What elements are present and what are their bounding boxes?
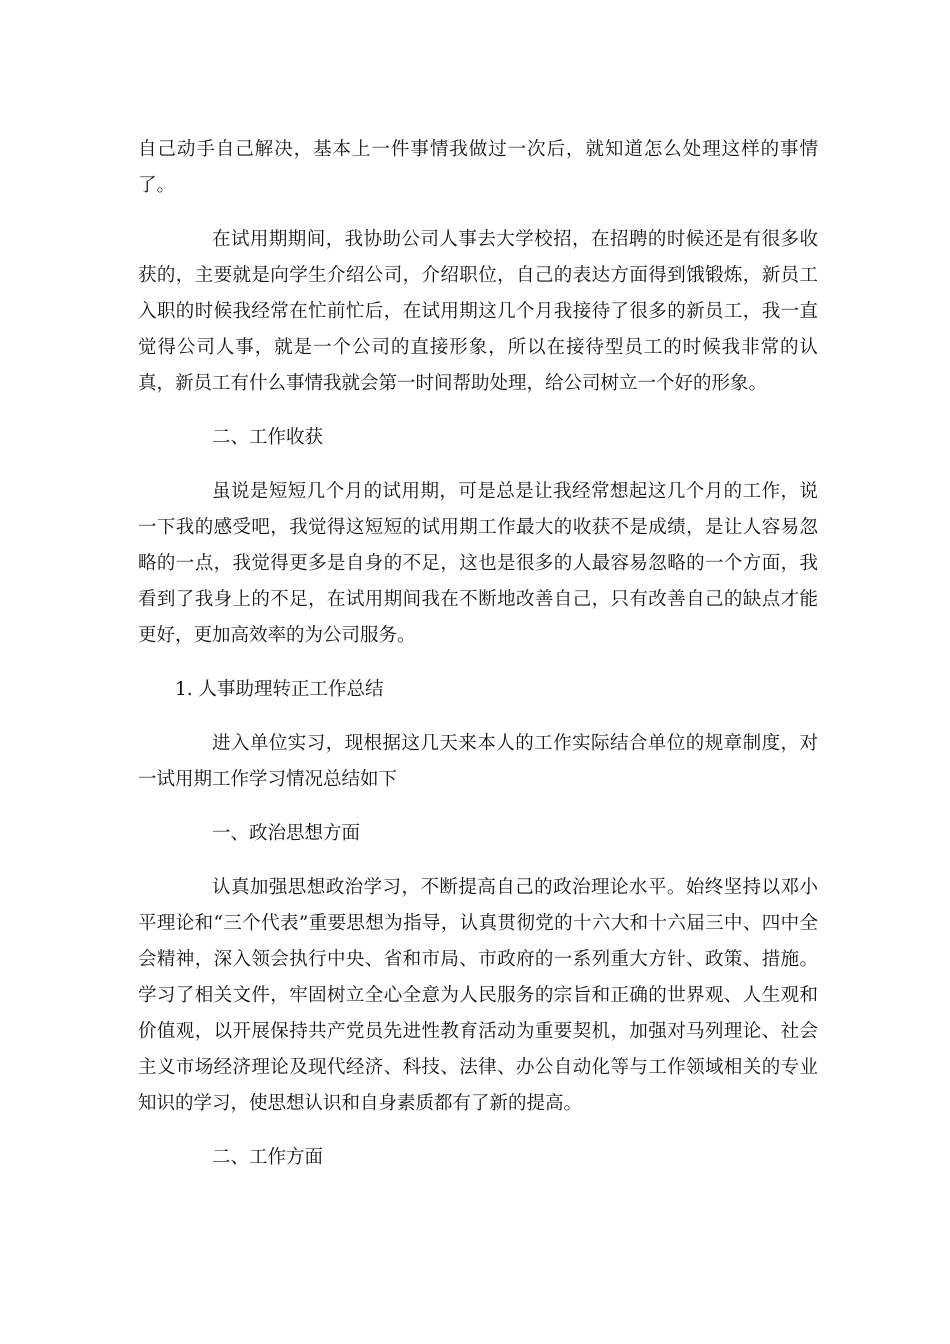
paragraph-political-study: 认真加强思想政治学习，不断提高自己的政治理论水平。始终坚持以邓小平理论和“三个代表”重要思想为指导，认真贯彻党的十六大和十六届三中、四中全会精神，深入领会执行中央、省和市局、市政府的一系列重大方针、政策、措施。学习了相关文件，牢固树立全心全意为人民服务的宗旨和正确的世界观、人生观和价值观，以开展保持共产党员先进性教育活动为重要契机，加强对马列理论、社会主义市场经济理论及现代经济、科技、法律、办公自动化等与工作领域相关的专业知识的学习，使思想认识和自身素质都有了新的提高。 [138,877,818,1114]
paragraph-recruitment: 在试用期期间，我协助公司人事去大学校招，在招聘的时候还是有很多收获的，主要就是向学生介绍公司，介绍职位，自己的表达方面得到饿锻炼，新员工入职的时候我经常在忙前忙后，在试用期这几个月我接待了很多的新员工，我一直觉得公司人事，就是一个公司的直接形象，所以在接待型员工的时候我非常的认真，新员工有什么事情我就会第一时间帮助处理，给公司树立一个好的形象。 [138,229,818,394]
heading-political-thought: 一、政治思想方面 [212,823,361,844]
paragraph-gains: 虽说是短短几个月的试用期，可是总是让我经常想起这几个月的工作，说一下我的感受吧，我觉得这短短的试用期工作最大的收获不是成绩，是让人容易忽略的一点，我觉得更多是自身的不足，这也是很多的人最容易忽略的一个方面，我看到了我身上的不足，在试用期间我在不断地改善自己，只有改善自己的缺点才能更好，更加高效率的为公司服务。 [138,481,818,646]
paragraph-intro: 进入单位实习，现根据这几天来本人的工作实际结合单位的规章制度，对一试用期工作学习情况总结如下 [138,733,818,790]
heading-hr-assistant-summary: 1. 人事助理转正工作总结 [175,679,384,700]
heading-work-gains: 二、工作收获 [212,427,324,448]
paragraph-continuation: 自己动手自己解决，基本上一件事情我做过一次后，就知道怎么处理这样的事情了。 [138,139,818,196]
document-body [138,132,818,1194]
heading-work-aspect: 二、工作方面 [212,1147,324,1168]
